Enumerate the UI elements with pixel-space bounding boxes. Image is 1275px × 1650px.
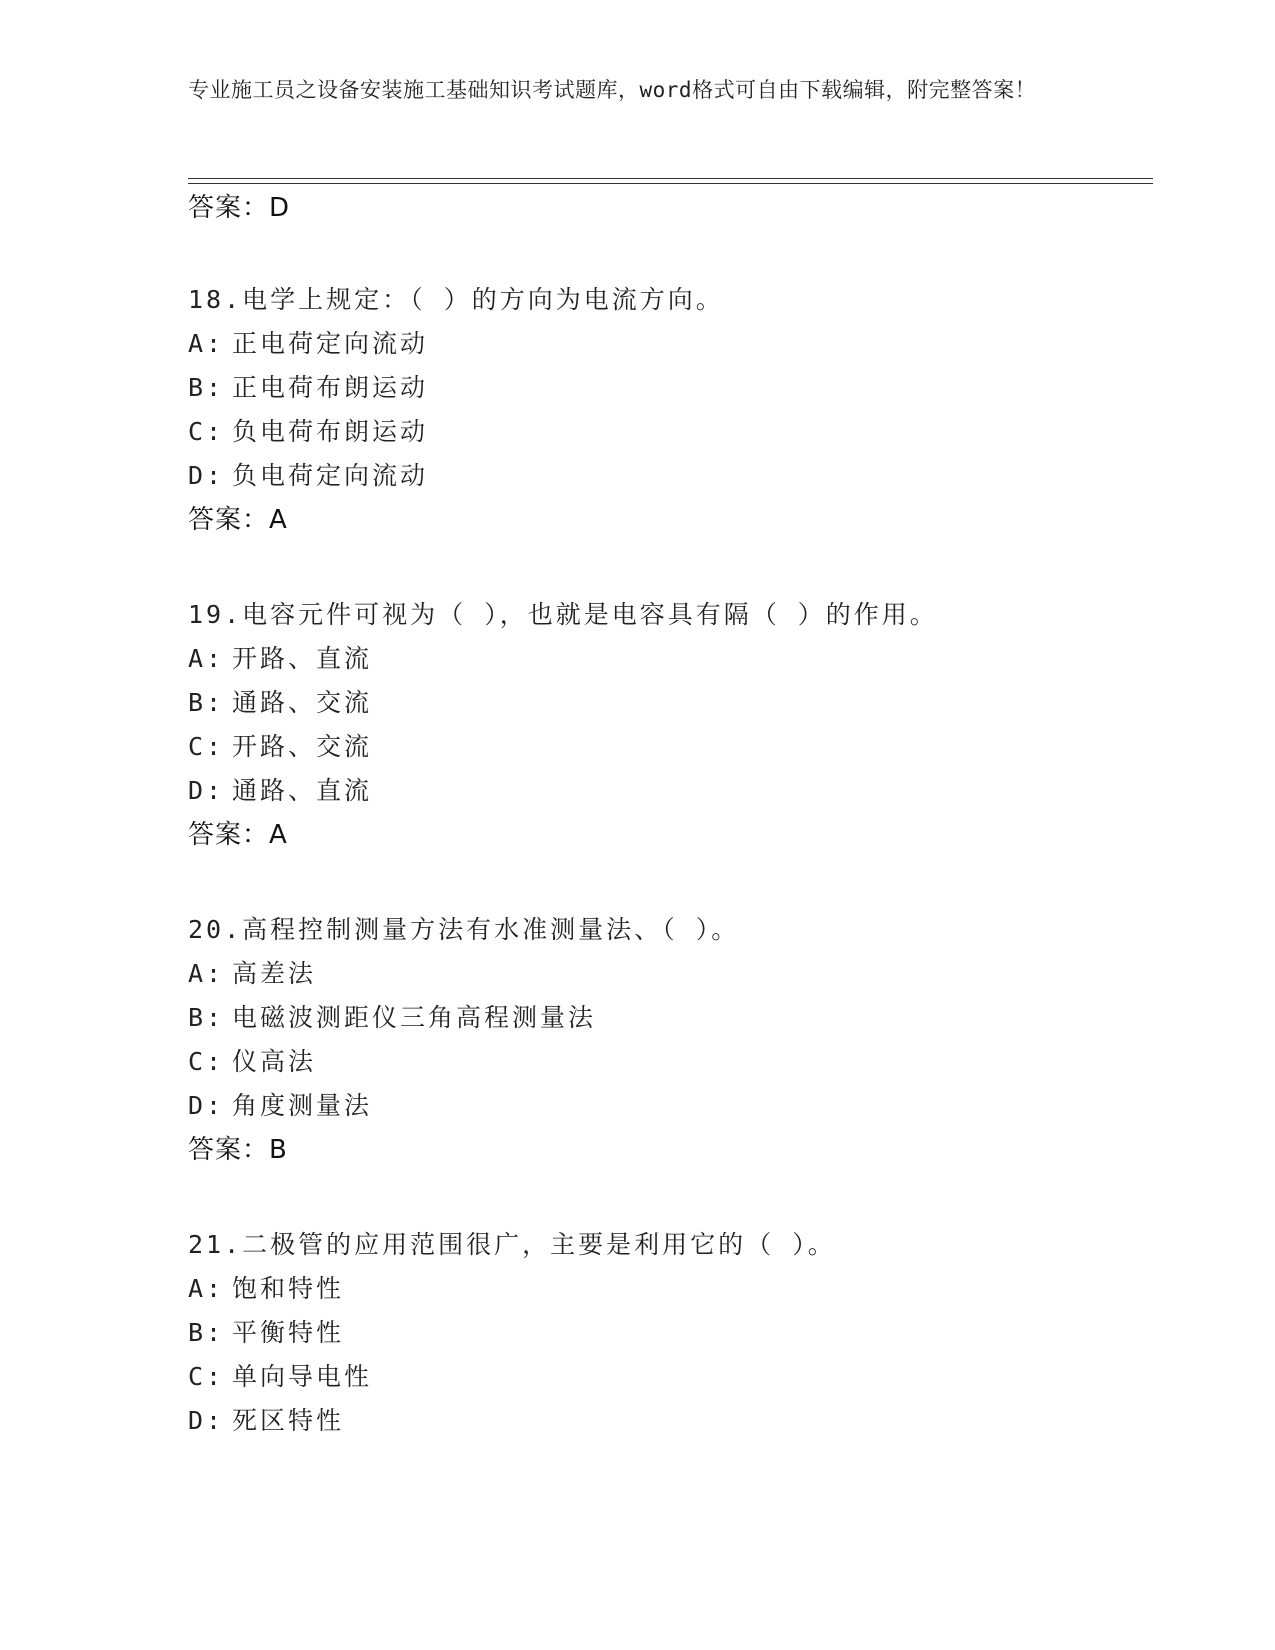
question-20-option-c [188, 1044, 316, 1080]
option-key: C: [188, 1047, 225, 1076]
option-text: 仪高法 [232, 1047, 317, 1076]
option-text: 负电荷布朗运动 [232, 417, 429, 446]
question-21-option-a [188, 1271, 344, 1307]
option-text: 电磁波测距仪三角高程测量法 [232, 1003, 597, 1032]
question-18-option-b [188, 370, 428, 406]
option-text: 正电荷布朗运动 [232, 373, 429, 402]
option-key: B: [188, 1318, 225, 1347]
question-21-option-b [188, 1315, 344, 1351]
question-19-option-b [188, 685, 372, 721]
option-key: D: [188, 1091, 225, 1120]
option-key: B: [188, 1003, 225, 1032]
option-key: B: [188, 373, 225, 402]
question-18-option-a [188, 326, 428, 362]
question-19-answer: 答案：A [188, 820, 288, 850]
question-20-answer: 答案：B [188, 1135, 288, 1165]
option-text: 死区特性 [232, 1406, 345, 1435]
option-key: D: [188, 461, 225, 490]
question-19-option-c [188, 729, 372, 765]
option-text: 饱和特性 [232, 1274, 345, 1303]
question-21-stem: 21.二极管的应用范围很广，主要是利用它的（ ）。 [188, 1230, 836, 1259]
option-text: 开路、交流 [232, 732, 373, 761]
option-key: C: [188, 1362, 225, 1391]
option-key: A: [188, 329, 225, 358]
option-key: C: [188, 417, 225, 446]
option-key: B: [188, 688, 225, 717]
question-21-option-d [188, 1403, 344, 1439]
option-text: 正电荷定向流动 [232, 329, 429, 358]
option-text: 通路、直流 [232, 776, 373, 805]
question-20-stem: 20.高程控制测量方法有水准测量法、（ ）。 [188, 915, 740, 944]
option-text: 角度测量法 [232, 1091, 373, 1120]
option-text: 单向导电性 [232, 1362, 373, 1391]
question-18-answer: 答案：A [188, 505, 288, 535]
question-20-option-d [188, 1088, 372, 1124]
header-divider-bottom [188, 183, 1153, 184]
option-key: D: [188, 776, 225, 805]
question-19-stem: 19.电容元件可视为（ ），也就是电容具有隔（ ）的作用。 [188, 600, 938, 629]
option-text: 高差法 [232, 959, 317, 988]
header-divider-top [188, 178, 1153, 179]
question-18-option-d [188, 458, 428, 494]
option-text: 负电荷定向流动 [232, 461, 429, 490]
option-text: 开路、直流 [232, 644, 373, 673]
question-18-stem: 18.电学上规定：（ ）的方向为电流方向。 [188, 285, 724, 314]
question-19-option-a [188, 641, 372, 677]
option-text: 平衡特性 [232, 1318, 345, 1347]
question-18-option-c [188, 414, 428, 450]
question-21-option-c [188, 1359, 372, 1395]
option-text: 通路、交流 [232, 688, 373, 717]
option-key: D: [188, 1406, 225, 1435]
option-key: A: [188, 959, 225, 988]
question-20-option-b [188, 1000, 596, 1036]
option-key: A: [188, 1274, 225, 1303]
previous-answer: 答案：D [188, 193, 291, 223]
question-19-option-d [188, 773, 372, 809]
option-key: A: [188, 644, 225, 673]
document-header: 专业施工员之设备安装施工基础知识考试题库，word格式可自由下载编辑，附完整答案！ [188, 78, 1037, 102]
option-key: C: [188, 732, 225, 761]
question-20-option-a [188, 956, 316, 992]
